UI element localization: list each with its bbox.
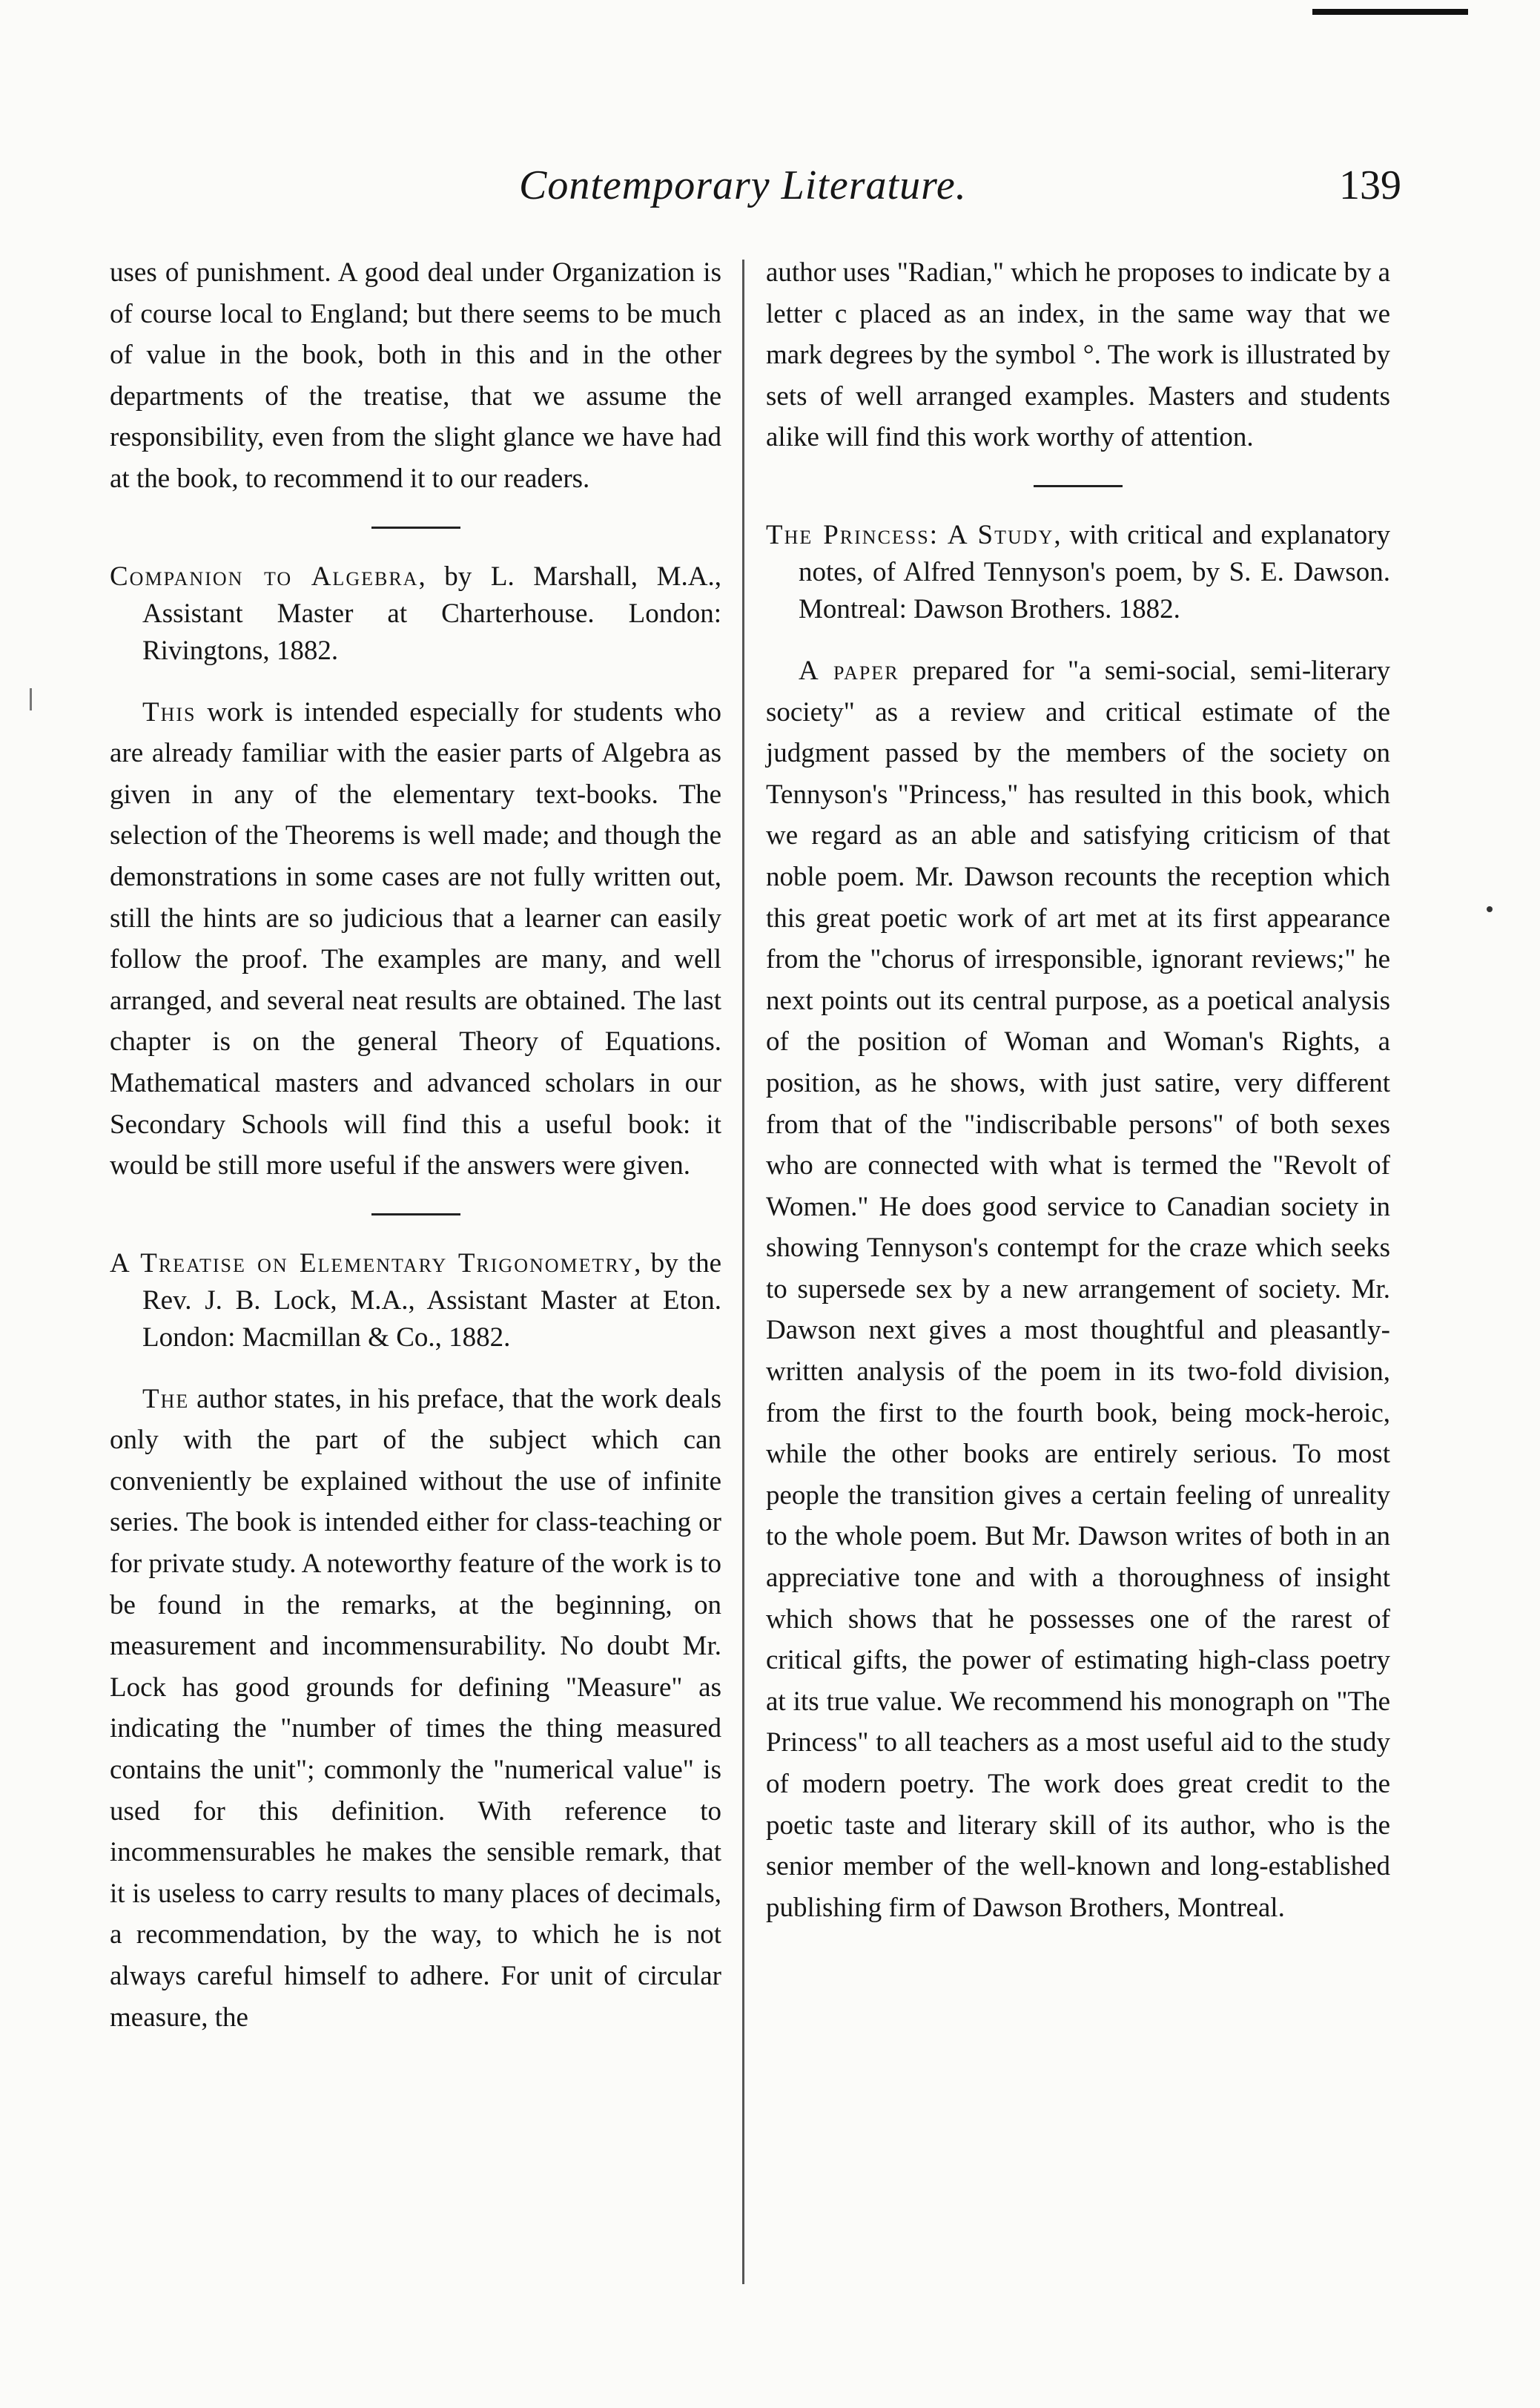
review-body: work is intended especially for students who are already familiar with the easier parts of Algebra as given in any of the elementary text-books. The selection of the Theorems is well made; and though the demonstrations in some cases are not fully written out, still the hints are so judicious that a learner can easily follow the proof. The examples are many, and well arranged, and several neat results are obtained. The last chapter is on the general Theory of Equations. Mathematical masters and advanced scholars in our Secondary Schools will find this a useful book: it would be still more useful if the answers were given. (110, 696, 721, 1181)
right-column (766, 252, 1390, 1928)
left-column (110, 252, 721, 2038)
continued-review-text: uses of punishment. A good deal under Organization is of course local to England; but there seems to be much of value in the book, both in this and in the other departments of the treatise, that we assume the responsibility, even from the slight glance we have had at the book, to recommend it to our readers. (110, 257, 721, 494)
column-divider (742, 260, 744, 2284)
book-citation-details: , by L. Marshall, M.A., Assistant Master at Charterhouse. London: Rivingtons, 1882. (142, 561, 721, 666)
book-citation-details: , with critical and explanatory notes, of Alfred Tennyson's poem, by S. E. Dawson. Montreal: Dawson Brothers. 1882. (799, 519, 1390, 624)
ink-speck (1487, 906, 1493, 912)
book-citation (110, 558, 721, 670)
review-body: prepared for "a semi-social, semi-literary society" as a review and critical estimate of the judgment passed by the members of the society on Tennyson's "Princess," has resulted in this book, which we regard as an able and satisfying criticism of that noble poem. Mr. Dawson recounts the reception which this great poetic work of art met at its first appearance from the "chorus of irresponsible, ignorant reviews;" he next points out its central purpose, as a poetical analysis of the position of Woman and Woman's Rights, a position, as he shows, with just satire, very different from that of the "indiscribable persons" of both sexes who are connected with what is termed the "Revolt of Women." He does good service to Canadian society in showing Tennyson's contempt for the craze which seeks to supersede sex by a new arrangement of society. Mr. Dawson next gives a most thoughtful and pleasantly-written analysis of the poem in its two-fold division, from the first to the fourth book, being mock-heroic, while the other books are entirely serious. To most people the transition gives a certain feeling of unreality to the whole poem. But Mr. Dawson writes of both in an appreciative tone and with a thoroughness of insight which shows that he possesses one of the rarest of critical gifts, the power of estimating high-class poetry at its true value. We recommend his monograph on "The Princess" to all teachers as a most useful aid to the study of modern poetry. The work does great credit to the poetic taste and literary skill of its author, who is the senior member of the well-known and long-established publishing firm of Dawson Brothers, Montreal. (766, 655, 1390, 1923)
section-separator (1034, 485, 1123, 487)
book-citation-details: , by the Rev. J. B. Lock, M.A., Assistant Master at Eton. London: Macmillan & Co., 1882. (142, 1247, 722, 1353)
book-citation (766, 517, 1390, 628)
book-title: The Princess: A Study (766, 519, 1054, 550)
review-body: author states, in his preface, that the work deals only with the part of the subject which can conveniently be explained without the use of infinite series. The book is intended either for class-teaching or for private study. A noteworthy feature of the work is to be found in the remarks, at the beginning, on measurement and incommensurability. No doubt Mr. Lock has good grounds for defining "Measure" as indicating the "number of times the thing measured contains the unit"; commonly the "numerical value" is used for this definition. With reference to incommensurables he makes the sensible remark, that it is useless to carry results to many places of decimals, a recommendation, by the way, to which he is not always careful himself to adhere. For unit of circular measure, the (110, 1383, 721, 2033)
page-number: 139 (1339, 162, 1401, 208)
margin-mark (30, 688, 32, 710)
page-header (104, 162, 1424, 228)
opening-words: This (142, 696, 196, 728)
review-paragraph (110, 692, 721, 1187)
section-separator (371, 527, 460, 529)
book-citation (110, 1245, 721, 1356)
opening-words: A paper (799, 655, 899, 686)
running-title: Contemporary Literature. (519, 162, 967, 208)
review-paragraph (110, 1379, 721, 2039)
book-title: Companion to Algebra (110, 561, 419, 592)
opening-words: The (142, 1383, 190, 1414)
continued-review-text: author uses "Radian," which he proposes to indicate by a letter c placed as an index, in the same way that we mark degrees by the symbol °. The work is illustrated by sets of well arranged examples. Masters and students alike will find this work worthy of attention. (766, 257, 1390, 453)
book-title: A Treatise on Elementary Trigonometry (110, 1247, 635, 1279)
review-paragraph (766, 650, 1390, 1928)
top-right-rule (1312, 9, 1468, 15)
section-separator (371, 1213, 460, 1215)
